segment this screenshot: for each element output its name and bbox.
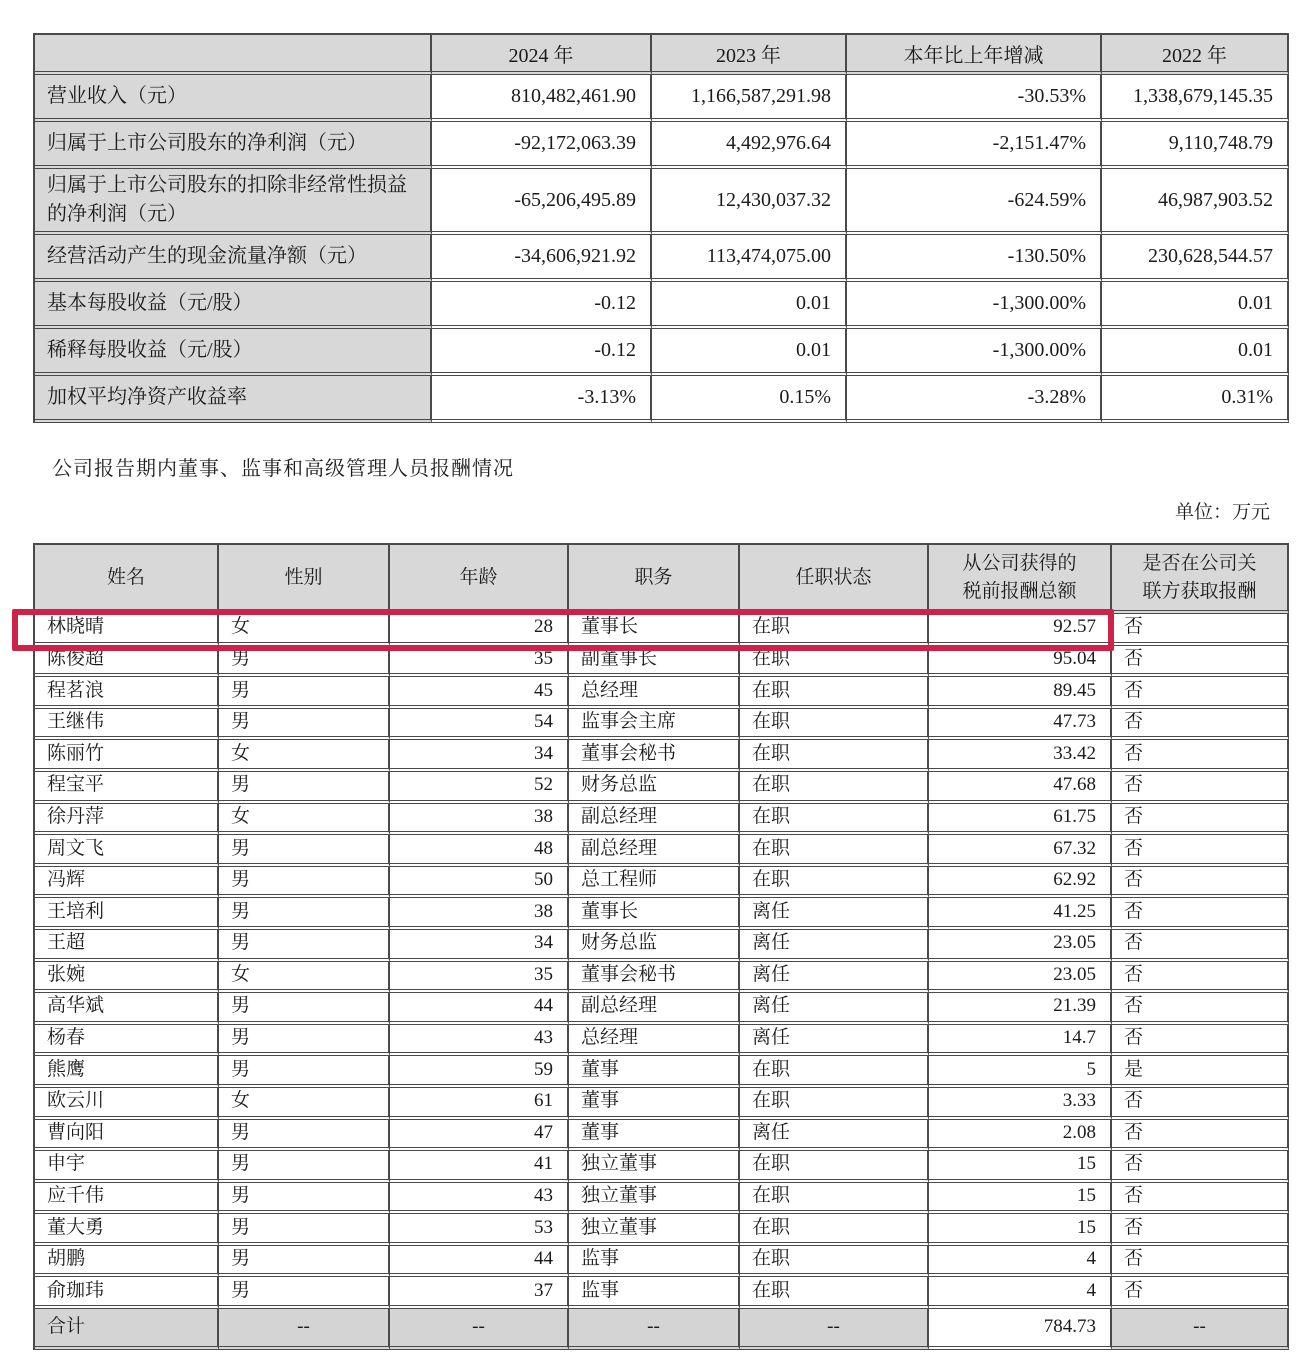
cell-name: 王培利: [35, 898, 219, 930]
cell-age: 47: [390, 1120, 569, 1152]
metric-value: 9,110,748.79: [1102, 122, 1289, 169]
cell-gender: 男: [219, 867, 390, 899]
cell-gender: 男: [219, 1151, 390, 1183]
metric-value: 4,492,976.64: [652, 122, 847, 169]
cell-salary: 15: [929, 1183, 1112, 1215]
cell-age: 43: [390, 1025, 569, 1057]
compensation-row: [35, 1214, 1289, 1246]
cell-status: 在职: [740, 1214, 929, 1246]
metric-value: -1,300.00%: [847, 329, 1102, 376]
metric-value: -30.53%: [847, 75, 1102, 122]
cell-status: 在职: [740, 614, 929, 646]
cell-position: 董事: [569, 1056, 740, 1088]
cell-age: 34: [390, 740, 569, 772]
compensation-row: [35, 1277, 1289, 1309]
cell-age: 48: [390, 835, 569, 867]
cell-status: 在职: [740, 1088, 929, 1120]
cell-gender: 男: [219, 772, 390, 804]
cell-related: 否: [1112, 772, 1289, 804]
cell-related: 否: [1112, 1277, 1289, 1309]
cell-salary: 47.73: [929, 709, 1112, 741]
metric-value: 0.15%: [652, 376, 847, 423]
metric-value: 230,628,544.57: [1102, 235, 1289, 282]
metric-value: 46,987,903.52: [1102, 169, 1289, 235]
cell-name: 曹向阳: [35, 1120, 219, 1152]
header-gender: 性别: [219, 545, 390, 614]
cell-related: 是: [1112, 1056, 1289, 1088]
compensation-row: [35, 1183, 1289, 1215]
cell-position: 董事: [569, 1120, 740, 1152]
cell-salary: 2.08: [929, 1120, 1112, 1152]
metric-value: 1,338,679,145.35: [1102, 75, 1289, 122]
cell-gender: 男: [219, 930, 390, 962]
cell-related: 否: [1112, 1088, 1289, 1120]
header-related-line1: 是否在公司关: [1142, 552, 1257, 574]
cell-status: 在职: [740, 1183, 929, 1215]
cell-name: 应千伟: [35, 1183, 219, 1215]
section-title: 公司报告期内董事、监事和高级管理人员报酬情况: [52, 458, 514, 480]
cell-salary: 33.42: [929, 740, 1112, 772]
cell-salary: 4: [929, 1246, 1112, 1278]
metric-value: -130.50%: [847, 235, 1102, 282]
cell-position: 总经理: [569, 677, 740, 709]
metric-value: -34,606,921.92: [432, 235, 652, 282]
cell-age: 54: [390, 709, 569, 741]
cell-name: 陈俊超: [35, 646, 219, 678]
cell-age: 53: [390, 1214, 569, 1246]
cell-related: 否: [1112, 709, 1289, 741]
cell-name: 申宇: [35, 1151, 219, 1183]
cell-position: 独立董事: [569, 1151, 740, 1183]
cell-related: 否: [1112, 930, 1289, 962]
cell-gender: 男: [219, 898, 390, 930]
cell-name: 高华斌: [35, 993, 219, 1025]
compensation-row: [35, 677, 1289, 709]
cell-salary: 95.04: [929, 646, 1112, 678]
cell-age: 35: [390, 962, 569, 994]
cell-status: 在职: [740, 804, 929, 836]
cell-position: 独立董事: [569, 1214, 740, 1246]
metric-label: 归属于上市公司股东的扣除非经常性损益的净利润（元）: [35, 169, 432, 235]
cell-status: 离任: [740, 898, 929, 930]
cell-name: 胡鹏: [35, 1246, 219, 1278]
cell-position: 董事: [569, 1088, 740, 1120]
cell-related: 否: [1112, 993, 1289, 1025]
cell-gender: 男: [219, 646, 390, 678]
cell-salary: 5: [929, 1056, 1112, 1088]
cell-name: 董大勇: [35, 1214, 219, 1246]
cell-age: 37: [390, 1277, 569, 1309]
cell-gender: 女: [219, 804, 390, 836]
cell-name: 程茗浪: [35, 677, 219, 709]
cell-salary: 3.33: [929, 1088, 1112, 1120]
key-financials-table: [33, 33, 1289, 423]
metric-label: 经营活动产生的现金流量净额（元）: [35, 235, 432, 282]
cell-age: 43: [390, 1183, 569, 1215]
metric-value: 810,482,461.90: [432, 75, 652, 122]
cell-position: 监事: [569, 1246, 740, 1278]
total-cell-position: --: [569, 1309, 740, 1350]
header-salary-line2: 税前报酬总额: [962, 580, 1077, 602]
financial-row: [35, 235, 1289, 282]
metric-value: -0.12: [432, 329, 652, 376]
cell-name: 王超: [35, 930, 219, 962]
cell-position: 董事长: [569, 898, 740, 930]
header-salary: [929, 545, 1112, 614]
cell-status: 在职: [740, 835, 929, 867]
cell-related: 否: [1112, 740, 1289, 772]
cell-name: 林晓晴: [35, 614, 219, 646]
cell-position: 总工程师: [569, 867, 740, 899]
cell-related: 否: [1112, 677, 1289, 709]
compensation-row: [35, 772, 1289, 804]
cell-salary: 61.75: [929, 804, 1112, 836]
cell-related: 否: [1112, 614, 1289, 646]
cell-salary: 47.68: [929, 772, 1112, 804]
metric-label: 稀释每股收益（元/股）: [35, 329, 432, 376]
total-row: [35, 1309, 1289, 1350]
cell-name: 徐丹萍: [35, 804, 219, 836]
total-cell-status: --: [740, 1309, 929, 1350]
metric-value: 0.01: [1102, 329, 1289, 376]
header-position: 职务: [569, 545, 740, 614]
compensation-row: [35, 962, 1289, 994]
financial-row: [35, 282, 1289, 329]
cell-gender: 男: [219, 1277, 390, 1309]
cell-related: 否: [1112, 1151, 1289, 1183]
cell-gender: 男: [219, 709, 390, 741]
cell-salary: 23.05: [929, 930, 1112, 962]
cell-age: 45: [390, 677, 569, 709]
cell-position: 监事会主席: [569, 709, 740, 741]
header-status: 任职状态: [740, 545, 929, 614]
financials-header-empty: [35, 35, 432, 75]
metric-value: 113,474,075.00: [652, 235, 847, 282]
cell-name: 俞珈玮: [35, 1277, 219, 1309]
compensation-row: [35, 740, 1289, 772]
metric-value: 0.01: [652, 282, 847, 329]
cell-name: 程宝平: [35, 772, 219, 804]
financials-header-2023: 2023 年: [652, 35, 847, 75]
compensation-row: [35, 930, 1289, 962]
header-salary-line1: 从公司获得的: [962, 552, 1077, 574]
cell-gender: 男: [219, 1120, 390, 1152]
cell-status: 离任: [740, 993, 929, 1025]
cell-status: 离任: [740, 1025, 929, 1057]
cell-salary: 89.45: [929, 677, 1112, 709]
compensation-row: [35, 835, 1289, 867]
compensation-row: [35, 1025, 1289, 1057]
cell-salary: 92.57: [929, 614, 1112, 646]
cell-position: 副董事长: [569, 646, 740, 678]
cell-gender: 男: [219, 835, 390, 867]
cell-status: 离任: [740, 962, 929, 994]
metric-value: -1,300.00%: [847, 282, 1102, 329]
metric-label: 基本每股收益（元/股）: [35, 282, 432, 329]
financials-header-row: [35, 35, 1289, 75]
metric-label: 营业收入（元）: [35, 75, 432, 122]
cell-status: 在职: [740, 709, 929, 741]
metric-value: -2,151.47%: [847, 122, 1102, 169]
cell-name: 王继伟: [35, 709, 219, 741]
cell-related: 否: [1112, 835, 1289, 867]
compensation-row: [35, 1056, 1289, 1088]
cell-status: 离任: [740, 930, 929, 962]
header-age: 年龄: [390, 545, 569, 614]
cell-salary: 21.39: [929, 993, 1112, 1025]
cell-status: 在职: [740, 740, 929, 772]
compensation-row: [35, 1088, 1289, 1120]
financials-header-change: 本年比上年增减: [847, 35, 1102, 75]
total-cell-related: --: [1112, 1309, 1289, 1350]
header-related-line2: 联方获取报酬: [1142, 580, 1257, 602]
compensation-header-row: [35, 545, 1289, 614]
compensation-row: [35, 709, 1289, 741]
cell-salary: 62.92: [929, 867, 1112, 899]
financial-row: [35, 169, 1289, 235]
financial-row: [35, 122, 1289, 169]
cell-position: 副总经理: [569, 993, 740, 1025]
cell-salary: 67.32: [929, 835, 1112, 867]
financials-header-2024: 2024 年: [432, 35, 652, 75]
cell-age: 34: [390, 930, 569, 962]
cell-position: 财务总监: [569, 930, 740, 962]
metric-value: 0.31%: [1102, 376, 1289, 423]
metric-value: -65,206,495.89: [432, 169, 652, 235]
cell-gender: 男: [219, 1246, 390, 1278]
financial-row: [35, 75, 1289, 122]
metric-value: 0.01: [652, 329, 847, 376]
total-cell-age: --: [390, 1309, 569, 1350]
cell-age: 38: [390, 898, 569, 930]
financials-header-2022: 2022 年: [1102, 35, 1289, 75]
cell-salary: 4: [929, 1277, 1112, 1309]
cell-gender: 男: [219, 1025, 390, 1057]
cell-status: 在职: [740, 1246, 929, 1278]
compensation-row: [35, 1120, 1289, 1152]
cell-position: 董事长: [569, 614, 740, 646]
cell-position: 董事会秘书: [569, 962, 740, 994]
financial-row: [35, 376, 1289, 423]
cell-gender: 男: [219, 993, 390, 1025]
metric-value: -3.28%: [847, 376, 1102, 423]
cell-name: 陈丽竹: [35, 740, 219, 772]
cell-gender: 女: [219, 1088, 390, 1120]
cell-age: 38: [390, 804, 569, 836]
compensation-table: [33, 543, 1289, 1350]
cell-salary: 15: [929, 1151, 1112, 1183]
cell-gender: 女: [219, 962, 390, 994]
cell-related: 否: [1112, 1120, 1289, 1152]
cell-age: 52: [390, 772, 569, 804]
cell-status: 在职: [740, 867, 929, 899]
cell-age: 35: [390, 646, 569, 678]
cell-status: 在职: [740, 1056, 929, 1088]
unit-note: 单位：万元: [1174, 502, 1270, 523]
cell-status: 在职: [740, 1277, 929, 1309]
cell-gender: 男: [219, 1056, 390, 1088]
cell-related: 否: [1112, 1025, 1289, 1057]
cell-position: 独立董事: [569, 1183, 740, 1215]
compensation-row: [35, 898, 1289, 930]
metric-value: -0.12: [432, 282, 652, 329]
header-related: [1112, 545, 1289, 614]
cell-related: 否: [1112, 962, 1289, 994]
cell-position: 董事会秘书: [569, 740, 740, 772]
metric-value: -3.13%: [432, 376, 652, 423]
cell-name: 杨春: [35, 1025, 219, 1057]
cell-salary: 41.25: [929, 898, 1112, 930]
cell-gender: 男: [219, 1214, 390, 1246]
cell-position: 财务总监: [569, 772, 740, 804]
cell-age: 28: [390, 614, 569, 646]
cell-status: 在职: [740, 1151, 929, 1183]
metric-label: 加权平均净资产收益率: [35, 376, 432, 423]
compensation-row: [35, 993, 1289, 1025]
cell-age: 61: [390, 1088, 569, 1120]
cell-salary: 23.05: [929, 962, 1112, 994]
cell-gender: 男: [219, 677, 390, 709]
cell-status: 在职: [740, 677, 929, 709]
metric-value: -92,172,063.39: [432, 122, 652, 169]
compensation-row: [35, 1151, 1289, 1183]
cell-gender: 女: [219, 740, 390, 772]
metric-value: -624.59%: [847, 169, 1102, 235]
financial-row: [35, 329, 1289, 376]
cell-related: 否: [1112, 646, 1289, 678]
cell-position: 副总经理: [569, 835, 740, 867]
cell-status: 在职: [740, 772, 929, 804]
cell-status: 离任: [740, 1120, 929, 1152]
compensation-row: [35, 1246, 1289, 1278]
compensation-row: [35, 867, 1289, 899]
cell-age: 59: [390, 1056, 569, 1088]
cell-related: 否: [1112, 804, 1289, 836]
cell-name: 熊鹰: [35, 1056, 219, 1088]
cell-name: 周文飞: [35, 835, 219, 867]
cell-position: 副总经理: [569, 804, 740, 836]
cell-salary: 14.7: [929, 1025, 1112, 1057]
cell-related: 否: [1112, 1214, 1289, 1246]
cell-age: 50: [390, 867, 569, 899]
header-name: 姓名: [35, 545, 219, 614]
metric-value: 0.01: [1102, 282, 1289, 329]
cell-age: 41: [390, 1151, 569, 1183]
total-cell-salary: 784.73: [929, 1309, 1112, 1350]
cell-position: 总经理: [569, 1025, 740, 1057]
cell-salary: 15: [929, 1214, 1112, 1246]
cell-name: 冯辉: [35, 867, 219, 899]
cell-gender: 男: [219, 1183, 390, 1215]
cell-position: 监事: [569, 1277, 740, 1309]
cell-related: 否: [1112, 867, 1289, 899]
cell-related: 否: [1112, 1183, 1289, 1215]
metric-value: 1,166,587,291.98: [652, 75, 847, 122]
metric-label: 归属于上市公司股东的净利润（元）: [35, 122, 432, 169]
metric-value: 12,430,037.32: [652, 169, 847, 235]
cell-age: 44: [390, 993, 569, 1025]
cell-name: 张婉: [35, 962, 219, 994]
compensation-row: [35, 646, 1289, 678]
total-cell-gender: --: [219, 1309, 390, 1350]
cell-status: 在职: [740, 646, 929, 678]
total-cell-name: 合计: [35, 1309, 219, 1350]
cell-name: 欧云川: [35, 1088, 219, 1120]
compensation-row: [35, 804, 1289, 836]
cell-related: 否: [1112, 1246, 1289, 1278]
compensation-row: [35, 614, 1289, 646]
cell-age: 44: [390, 1246, 569, 1278]
cell-gender: 女: [219, 614, 390, 646]
cell-related: 否: [1112, 898, 1289, 930]
